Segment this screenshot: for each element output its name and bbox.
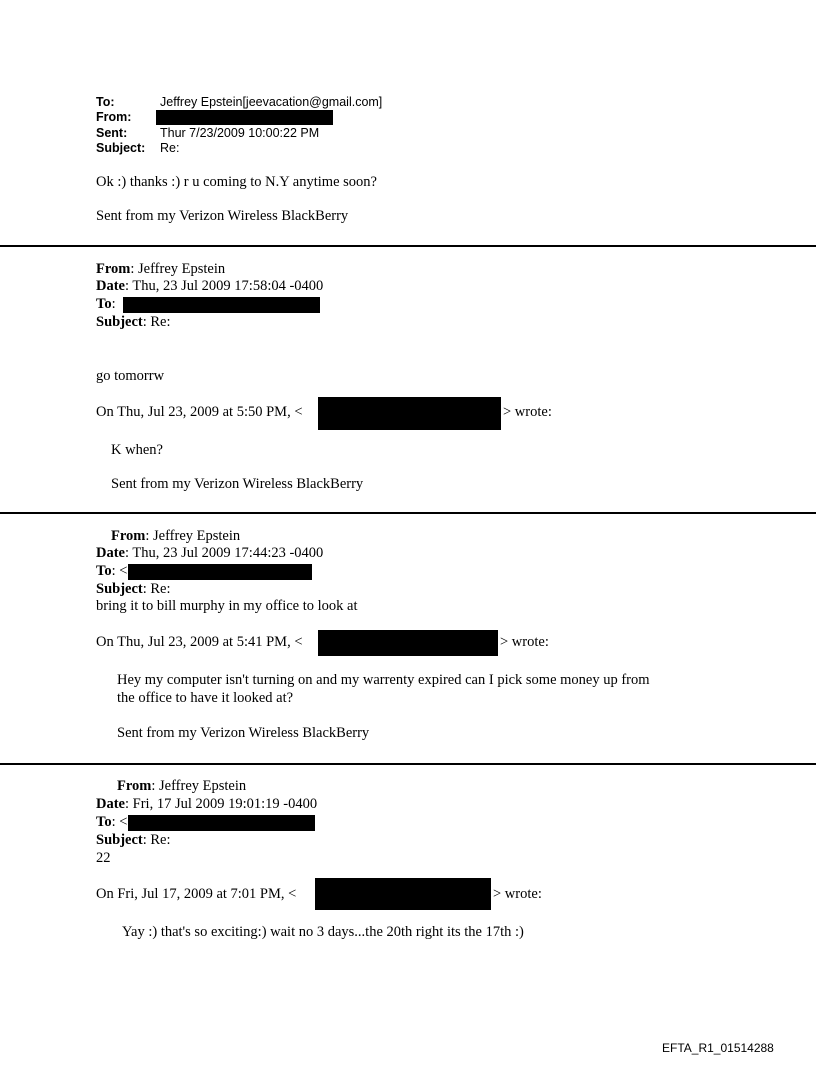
sent-label: Sent:	[96, 126, 128, 140]
msg4-date	[96, 796, 317, 813]
msg3-to	[96, 563, 127, 580]
redaction-block	[315, 878, 491, 910]
top-header-to	[96, 95, 115, 109]
msg4-to-value: : <	[111, 814, 128, 830]
msg2-to-value: :	[111, 296, 116, 312]
top-body-line2: Sent from my Verizon Wireless BlackBerry	[96, 208, 349, 224]
msg4-to-label: To	[96, 814, 112, 830]
msg2-quote-intro: On Thu, Jul 23, 2009 at 5:50 PM, <	[96, 404, 303, 420]
redaction-block	[318, 630, 498, 656]
divider	[0, 245, 816, 247]
redaction-block	[123, 297, 320, 313]
redaction-block	[156, 110, 333, 125]
msg3-to-label: To	[96, 563, 112, 579]
msg3-body: bring it to bill murphy in my office to look at	[96, 598, 358, 614]
msg2-date	[96, 278, 323, 295]
msg4-quote-intro: On Fri, Jul 17, 2009 at 7:01 PM, <	[96, 886, 297, 902]
from-label: From:	[96, 110, 132, 124]
divider	[0, 763, 816, 765]
msg3-subject-value: : Re:	[142, 581, 171, 597]
msg3-from-value: : Jeffrey Epstein	[145, 528, 241, 544]
msg2-subject-value: : Re:	[142, 314, 171, 330]
msg2-to	[96, 296, 116, 313]
msg4-date-label: Date	[96, 796, 125, 812]
msg2-quote-line1: K when?	[111, 442, 163, 458]
msg4-to	[96, 814, 127, 831]
msg4-quote-wrote: > wrote:	[493, 886, 542, 902]
msg3-subject	[96, 581, 171, 598]
top-header-to-value: Jeffrey Epstein[jeevacation@gmail.com]	[160, 95, 383, 109]
msg2-from-label: From	[96, 261, 131, 277]
msg3-date-value: : Thu, 23 Jul 2009 17:44:23 -0400	[125, 545, 324, 561]
msg4-from-label: From	[117, 778, 152, 794]
msg4-from-value: : Jeffrey Epstein	[151, 778, 247, 794]
msg4-from	[117, 778, 246, 795]
top-header-subject	[96, 141, 145, 155]
msg3-from	[111, 528, 240, 545]
document-id: EFTA_R1_01514288	[662, 1041, 774, 1055]
top-body-line1: Ok :) thanks :) r u coming to N.Y anytime soon?	[96, 174, 377, 190]
msg4-date-value: : Fri, 17 Jul 2009 19:01:19 -0400	[125, 796, 318, 812]
msg2-quote-wrote: > wrote:	[503, 404, 552, 420]
redaction-block	[128, 564, 312, 580]
msg2-subject-label: Subject	[96, 314, 143, 330]
redaction-block	[318, 397, 501, 430]
msg3-subject-label: Subject	[96, 581, 143, 597]
top-header-subject-value: Re:	[160, 141, 180, 155]
msg2-date-label: Date	[96, 278, 125, 294]
msg2-from-value: : Jeffrey Epstein	[130, 261, 226, 277]
to-label: To:	[96, 95, 115, 109]
msg4-quote-line1: Yay :) that's so exciting:) wait no 3 days...the 20th right its the 17th :)	[122, 924, 524, 940]
top-header-sent-value: Thur 7/23/2009 10:00:22 PM	[160, 126, 320, 140]
msg2-quote-line2: Sent from my Verizon Wireless BlackBerry	[111, 476, 364, 492]
msg3-quote-line2: the office to have it looked at?	[117, 690, 294, 706]
msg4-body: 22	[96, 850, 111, 866]
msg2-body: go tomorrw	[96, 368, 165, 384]
msg2-to-label: To	[96, 296, 112, 312]
msg3-to-value: : <	[111, 563, 128, 579]
msg3-quote-line3: Sent from my Verizon Wireless BlackBerry	[117, 725, 370, 741]
msg4-subject	[96, 832, 171, 849]
msg3-from-label: From	[111, 528, 146, 544]
msg3-quote-wrote: > wrote:	[500, 634, 549, 650]
top-header-from	[96, 110, 131, 124]
msg2-subject	[96, 314, 171, 331]
msg2-date-value: : Thu, 23 Jul 2009 17:58:04 -0400	[125, 278, 324, 294]
msg2-from	[96, 261, 225, 278]
divider	[0, 512, 816, 514]
msg3-date-label: Date	[96, 545, 125, 561]
msg4-subject-value: : Re:	[142, 832, 171, 848]
msg3-quote-intro: On Thu, Jul 23, 2009 at 5:41 PM, <	[96, 634, 303, 650]
msg4-subject-label: Subject	[96, 832, 143, 848]
top-header-sent	[96, 126, 127, 140]
subject-label: Subject:	[96, 141, 146, 155]
msg3-date	[96, 545, 323, 562]
msg3-quote-line1: Hey my computer isn't turning on and my warrenty expired can I pick some money up from	[117, 672, 650, 688]
redaction-block	[128, 815, 315, 831]
